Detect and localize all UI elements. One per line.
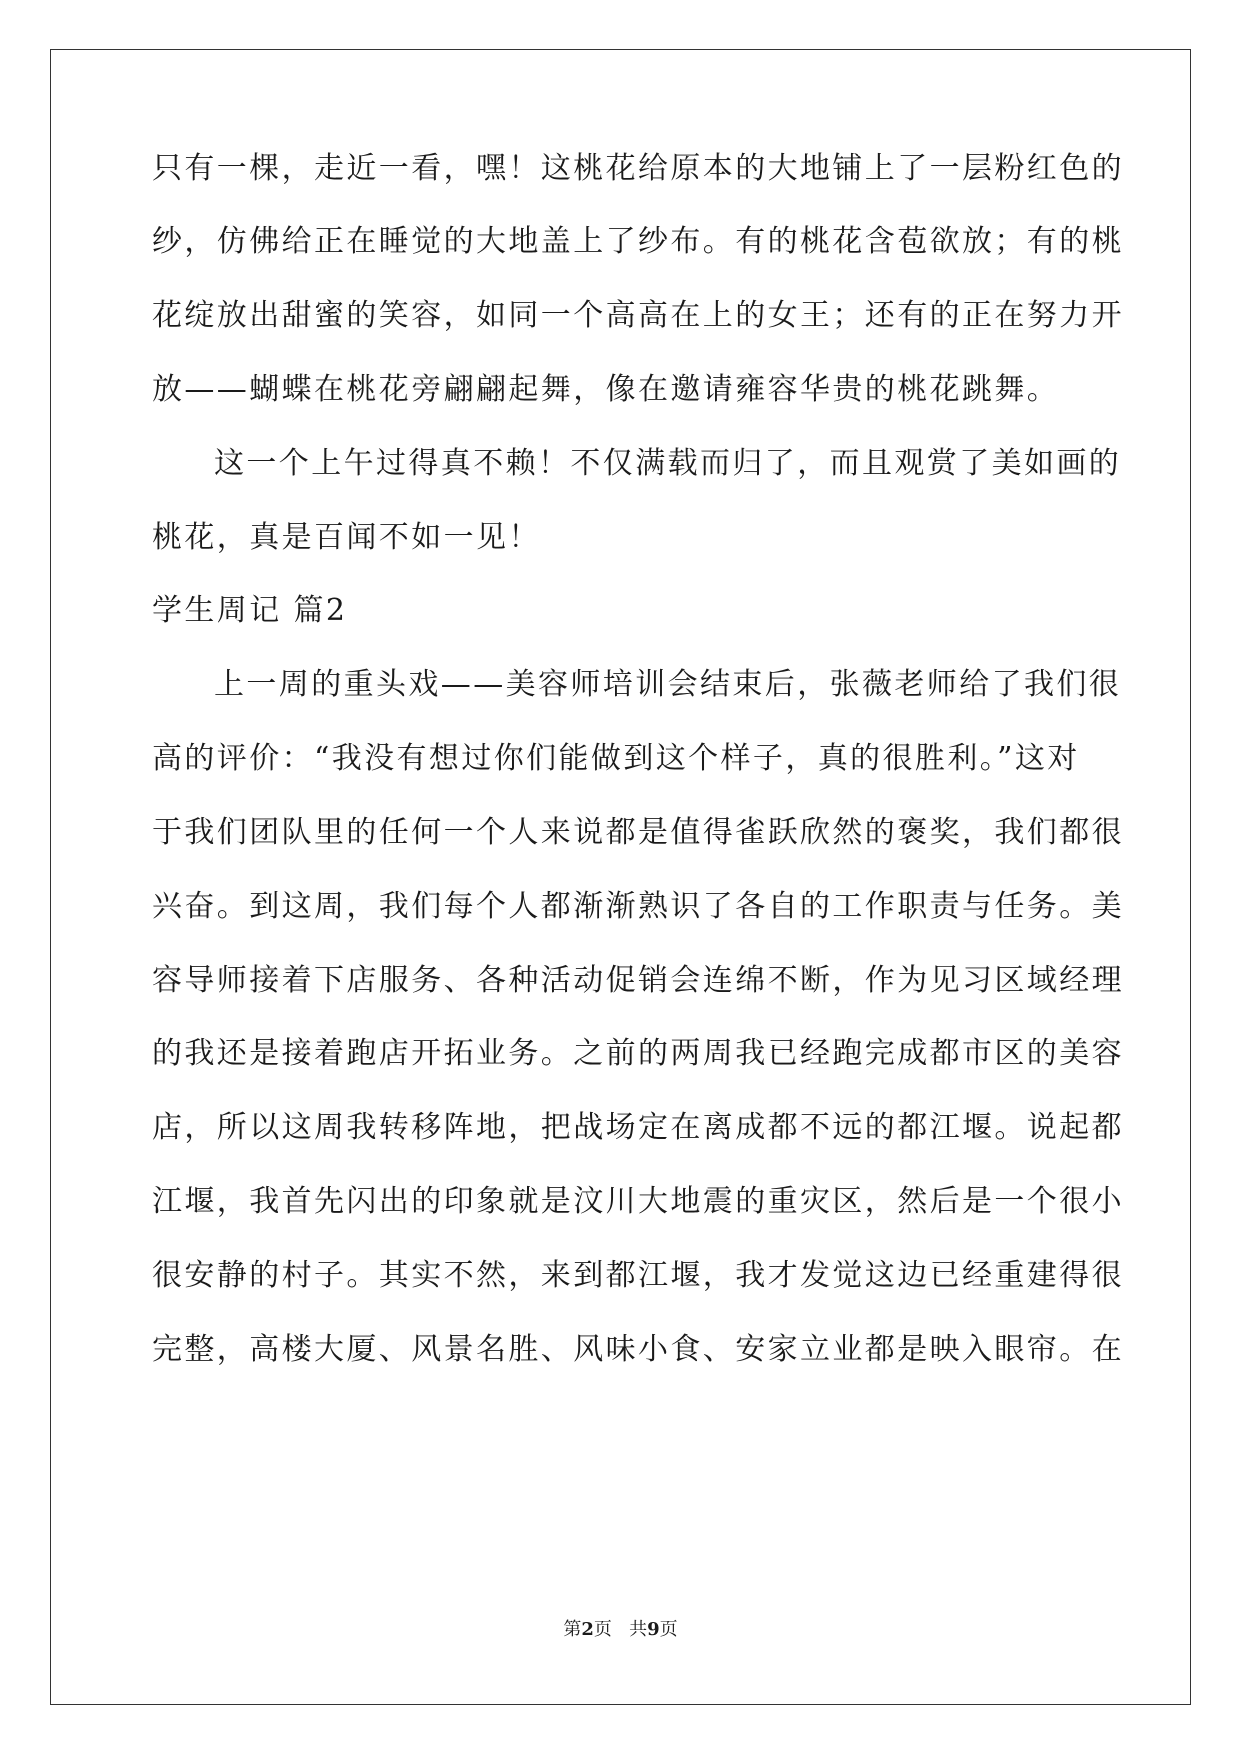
page-number: 2	[581, 1619, 594, 1640]
paragraph-line: 的我还是接着跑店开拓业务。之前的两周我已经跑完成都市区的美容	[152, 1036, 1124, 1071]
paragraph-line: 于我们团队里的任何一个人来说都是值得雀跃欣然的褒奖，我们都很	[152, 815, 1124, 850]
paragraph-line: 兴奋。到这周，我们每个人都渐渐熟识了各自的工作职责与任务。美	[152, 889, 1124, 924]
page-prefix: 第	[563, 1619, 582, 1640]
paragraph-line: 纱，仿佛给正在睡觉的大地盖上了纱布。有的桃花含苞欲放；有的桃	[152, 224, 1124, 259]
paragraph-line: 容导师接着下店服务、各种活动促销会连绵不断，作为见习区域经理	[152, 963, 1124, 998]
paragraph-line: 高的评价：“我没有想过你们能做到这个样子，真的很胜利。”这对	[152, 741, 1080, 776]
paragraph-line: 店，所以这周我转移阵地，把战场定在离成都不远的都江堰。说起都	[152, 1110, 1124, 1145]
section-heading: 学生周记 篇2	[152, 593, 348, 628]
total-prefix: 共	[629, 1619, 648, 1640]
paragraph-line: 放——蝴蝶在桃花旁翩翩起舞，像在邀请雍容华贵的桃花跳舞。	[152, 372, 1060, 407]
paragraph-line: 很安静的村子。其实不然，来到都江堰，我才发觉这边已经重建得很	[152, 1258, 1124, 1293]
page-footer	[0, 1618, 1241, 1642]
paragraph-line: 花绽放出甜蜜的笑容，如同一个高高在上的女王；还有的正在努力开	[152, 298, 1124, 333]
paragraph-line: 这一个上午过得真不赖！不仅满载而归了，而且观赏了美如画的	[214, 446, 1122, 481]
paragraph-line: 只有一棵，走近一看，嘿！这桃花给原本的大地铺上了一层粉红色的	[152, 151, 1124, 186]
paragraph-line: 完整，高楼大厦、风景名胜、风味小食、安家立业都是映入眼帘。在	[152, 1332, 1124, 1367]
paragraph-line: 桃花，真是百闻不如一见！	[152, 520, 541, 555]
paragraph-line: 江堰，我首先闪出的印象就是汶川大地震的重灾区，然后是一个很小	[152, 1184, 1124, 1219]
paragraph-line: 上一周的重头戏——美容师培训会结束后，张薇老师给了我们很	[214, 667, 1122, 702]
total-suffix: 页	[659, 1619, 678, 1640]
total-pages: 9	[647, 1619, 660, 1640]
page-suffix: 页	[593, 1619, 612, 1640]
